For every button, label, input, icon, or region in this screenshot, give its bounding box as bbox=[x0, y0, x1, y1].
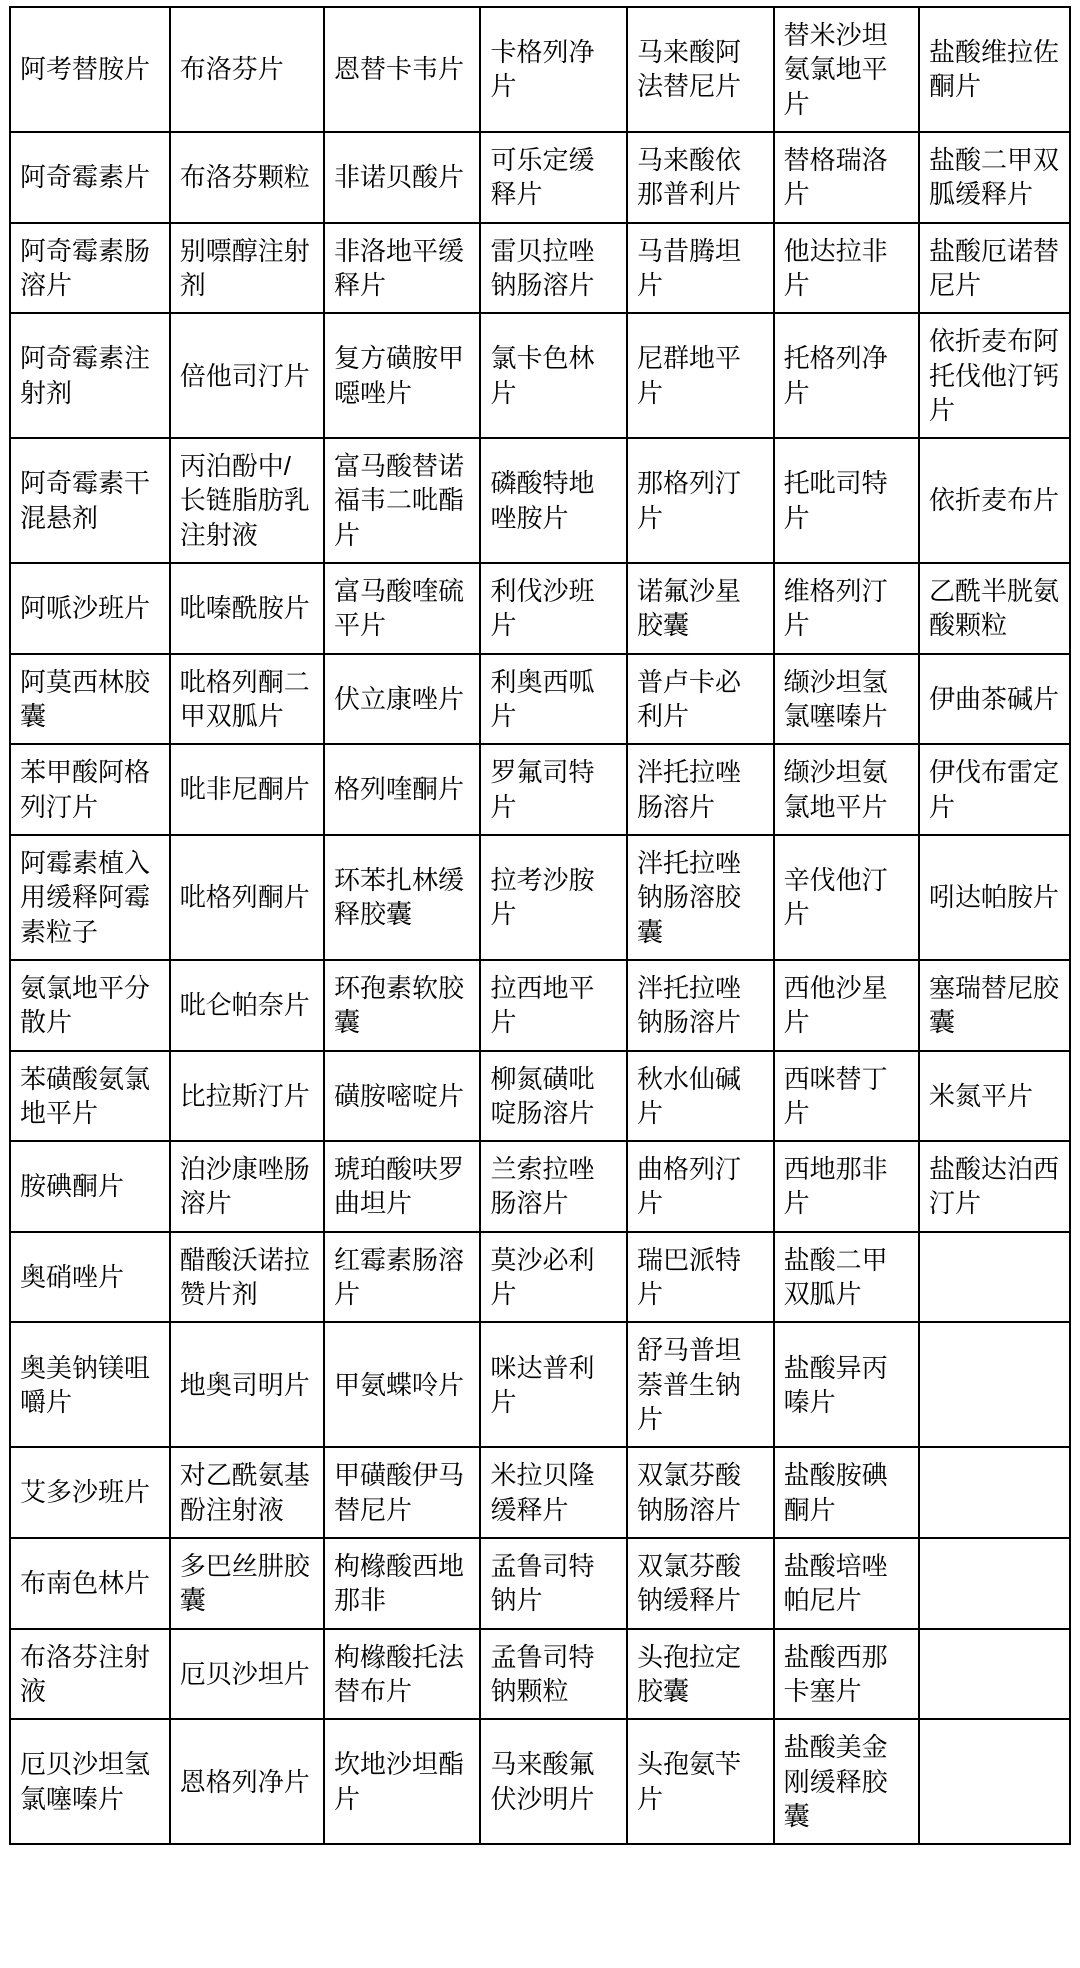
drug-name-cell: 非诺贝酸片 bbox=[324, 132, 480, 223]
drug-name-cell: 泮托拉唑肠溶片 bbox=[627, 744, 774, 835]
drug-name-cell: 奥硝唑片 bbox=[10, 1232, 170, 1323]
drug-name-cell: 非洛地平缓释片 bbox=[324, 223, 480, 314]
drug-name-cell: 卡格列净片 bbox=[480, 7, 627, 132]
drug-name-cell: 莫沙必利片 bbox=[480, 1232, 627, 1323]
drug-name-cell: 恩格列净片 bbox=[170, 1719, 324, 1844]
table-row bbox=[10, 960, 1070, 1051]
table-row bbox=[10, 1232, 1070, 1323]
drug-name-cell: 曲格列汀片 bbox=[627, 1141, 774, 1232]
drug-name-cell: 甲氨蝶呤片 bbox=[324, 1322, 480, 1447]
drug-name-cell: 枸橼酸西地那非 bbox=[324, 1538, 480, 1629]
empty-cell bbox=[919, 1538, 1070, 1629]
drug-name-cell: 盐酸二甲双胍片 bbox=[774, 1232, 919, 1323]
drug-name-cell: 吲达帕胺片 bbox=[919, 835, 1070, 960]
drug-name-cell: 马来酸阿法替尼片 bbox=[627, 7, 774, 132]
drug-name-cell: 吡非尼酮片 bbox=[170, 744, 324, 835]
drug-name-cell: 替格瑞洛片 bbox=[774, 132, 919, 223]
drug-name-cell: 吡仑帕奈片 bbox=[170, 960, 324, 1051]
drug-name-table bbox=[9, 6, 1071, 1845]
table-row bbox=[10, 223, 1070, 314]
drug-name-cell: 地奥司明片 bbox=[170, 1322, 324, 1447]
drug-name-cell: 阿考替胺片 bbox=[10, 7, 170, 132]
drug-name-cell: 兰索拉唑肠溶片 bbox=[480, 1141, 627, 1232]
drug-name-cell: 氯卡色林片 bbox=[480, 313, 627, 438]
drug-name-cell: 可乐定缓释片 bbox=[480, 132, 627, 223]
drug-name-cell: 恩替卡韦片 bbox=[324, 7, 480, 132]
drug-name-cell: 盐酸达泊西汀片 bbox=[919, 1141, 1070, 1232]
drug-name-cell: 盐酸二甲双胍缓释片 bbox=[919, 132, 1070, 223]
drug-name-cell: 雷贝拉唑钠肠溶片 bbox=[480, 223, 627, 314]
table-row bbox=[10, 1719, 1070, 1844]
table-row bbox=[10, 7, 1070, 132]
drug-name-cell: 别嘌醇注射剂 bbox=[170, 223, 324, 314]
drug-name-cell: 利奥西呱片 bbox=[480, 654, 627, 745]
drug-name-cell: 吡格列酮二甲双胍片 bbox=[170, 654, 324, 745]
drug-name-cell: 柳氮磺吡啶肠溶片 bbox=[480, 1051, 627, 1142]
table-row bbox=[10, 313, 1070, 438]
drug-name-cell: 盐酸西那卡塞片 bbox=[774, 1629, 919, 1720]
drug-name-cell: 厄贝沙坦片 bbox=[170, 1629, 324, 1720]
drug-name-cell: 孟鲁司特钠片 bbox=[480, 1538, 627, 1629]
drug-name-cell: 吡格列酮片 bbox=[170, 835, 324, 960]
table-row bbox=[10, 563, 1070, 654]
drug-name-cell: 塞瑞替尼胶囊 bbox=[919, 960, 1070, 1051]
drug-name-cell: 甲磺酸伊马替尼片 bbox=[324, 1447, 480, 1538]
drug-name-cell: 依折麦布片 bbox=[919, 438, 1070, 563]
drug-name-cell: 阿莫西林胶囊 bbox=[10, 654, 170, 745]
drug-name-cell: 盐酸维拉佐酮片 bbox=[919, 7, 1070, 132]
drug-name-cell: 阿奇霉素肠溶片 bbox=[10, 223, 170, 314]
drug-name-cell: 红霉素肠溶片 bbox=[324, 1232, 480, 1323]
drug-name-cell: 乙酰半胱氨酸颗粒 bbox=[919, 563, 1070, 654]
drug-name-cell: 多巴丝肼胶囊 bbox=[170, 1538, 324, 1629]
drug-name-cell: 对乙酰氨基酚注射液 bbox=[170, 1447, 324, 1538]
drug-name-cell: 利伐沙班片 bbox=[480, 563, 627, 654]
drug-name-cell: 舒马普坦萘普生钠片 bbox=[627, 1322, 774, 1447]
empty-cell bbox=[919, 1232, 1070, 1323]
drug-name-cell: 格列喹酮片 bbox=[324, 744, 480, 835]
drug-name-cell: 缬沙坦氢氯噻嗪片 bbox=[774, 654, 919, 745]
drug-name-cell: 拉西地平片 bbox=[480, 960, 627, 1051]
drug-name-cell: 布南色林片 bbox=[10, 1538, 170, 1629]
drug-name-cell: 泊沙康唑肠溶片 bbox=[170, 1141, 324, 1232]
drug-name-cell: 头孢拉定胶囊 bbox=[627, 1629, 774, 1720]
drug-name-cell: 阿哌沙班片 bbox=[10, 563, 170, 654]
drug-name-cell: 磷酸特地唑胺片 bbox=[480, 438, 627, 563]
drug-name-cell: 孟鲁司特钠颗粒 bbox=[480, 1629, 627, 1720]
drug-name-cell: 吡嗪酰胺片 bbox=[170, 563, 324, 654]
drug-name-cell: 奥美钠镁咀嚼片 bbox=[10, 1322, 170, 1447]
drug-name-cell: 头孢氨苄片 bbox=[627, 1719, 774, 1844]
drug-name-cell: 依折麦布阿托伐他汀钙片 bbox=[919, 313, 1070, 438]
empty-cell bbox=[919, 1629, 1070, 1720]
drug-name-cell: 盐酸美金刚缓释胶囊 bbox=[774, 1719, 919, 1844]
drug-name-cell: 托格列净片 bbox=[774, 313, 919, 438]
drug-name-cell: 阿奇霉素干混悬剂 bbox=[10, 438, 170, 563]
drug-name-cell: 咪达普利片 bbox=[480, 1322, 627, 1447]
table-row bbox=[10, 1538, 1070, 1629]
drug-name-cell: 氨氯地平分散片 bbox=[10, 960, 170, 1051]
drug-name-cell: 伊伐布雷定片 bbox=[919, 744, 1070, 835]
drug-name-cell: 他达拉非片 bbox=[774, 223, 919, 314]
empty-cell bbox=[919, 1447, 1070, 1538]
drug-name-cell: 盐酸胺碘酮片 bbox=[774, 1447, 919, 1538]
drug-name-cell: 马来酸氟伏沙明片 bbox=[480, 1719, 627, 1844]
drug-name-cell: 琥珀酸呋罗曲坦片 bbox=[324, 1141, 480, 1232]
drug-name-cell: 拉考沙胺片 bbox=[480, 835, 627, 960]
drug-name-cell: 苯甲酸阿格列汀片 bbox=[10, 744, 170, 835]
drug-name-cell: 布洛芬片 bbox=[170, 7, 324, 132]
drug-name-cell: 替米沙坦氨氯地平片 bbox=[774, 7, 919, 132]
drug-name-cell: 泮托拉唑钠肠溶片 bbox=[627, 960, 774, 1051]
drug-name-cell: 维格列汀片 bbox=[774, 563, 919, 654]
drug-name-cell: 双氯芬酸钠缓释片 bbox=[627, 1538, 774, 1629]
drug-name-cell: 坎地沙坦酯片 bbox=[324, 1719, 480, 1844]
drug-name-cell: 盐酸异丙嗪片 bbox=[774, 1322, 919, 1447]
drug-name-cell: 罗氟司特片 bbox=[480, 744, 627, 835]
drug-name-cell: 阿霉素植入用缓释阿霉素粒子 bbox=[10, 835, 170, 960]
drug-name-cell: 厄贝沙坦氢氯噻嗪片 bbox=[10, 1719, 170, 1844]
drug-name-cell: 醋酸沃诺拉赞片剂 bbox=[170, 1232, 324, 1323]
drug-name-cell: 环孢素软胶囊 bbox=[324, 960, 480, 1051]
drug-name-cell: 普卢卡必利片 bbox=[627, 654, 774, 745]
table-row bbox=[10, 1141, 1070, 1232]
drug-name-cell: 布洛芬注射液 bbox=[10, 1629, 170, 1720]
drug-name-cell: 马来酸依那普利片 bbox=[627, 132, 774, 223]
drug-name-cell: 布洛芬颗粒 bbox=[170, 132, 324, 223]
table-row bbox=[10, 654, 1070, 745]
drug-name-cell: 西咪替丁片 bbox=[774, 1051, 919, 1142]
drug-name-cell: 诺氟沙星胶囊 bbox=[627, 563, 774, 654]
drug-name-cell: 米氮平片 bbox=[919, 1051, 1070, 1142]
drug-name-cell: 磺胺嘧啶片 bbox=[324, 1051, 480, 1142]
table-row bbox=[10, 1322, 1070, 1447]
drug-name-cell: 西地那非片 bbox=[774, 1141, 919, 1232]
drug-name-cell: 伏立康唑片 bbox=[324, 654, 480, 745]
drug-name-cell: 瑞巴派特片 bbox=[627, 1232, 774, 1323]
drug-name-cell: 环苯扎林缓释胶囊 bbox=[324, 835, 480, 960]
drug-name-cell: 辛伐他汀片 bbox=[774, 835, 919, 960]
drug-name-cell: 苯磺酸氨氯地平片 bbox=[10, 1051, 170, 1142]
drug-name-cell: 伊曲茶碱片 bbox=[919, 654, 1070, 745]
drug-name-cell: 那格列汀片 bbox=[627, 438, 774, 563]
drug-name-cell: 米拉贝隆缓释片 bbox=[480, 1447, 627, 1538]
table-row bbox=[10, 744, 1070, 835]
table-row bbox=[10, 438, 1070, 563]
drug-name-cell: 盐酸厄诺替尼片 bbox=[919, 223, 1070, 314]
empty-cell bbox=[919, 1719, 1070, 1844]
table-row bbox=[10, 1629, 1070, 1720]
drug-name-cell: 富马酸替诺福韦二吡酯片 bbox=[324, 438, 480, 563]
table-row bbox=[10, 1447, 1070, 1538]
drug-name-cell: 双氯芬酸钠肠溶片 bbox=[627, 1447, 774, 1538]
drug-name-cell: 丙泊酚中/长链脂肪乳注射液 bbox=[170, 438, 324, 563]
drug-name-cell: 富马酸喹硫平片 bbox=[324, 563, 480, 654]
drug-name-cell: 枸橼酸托法替布片 bbox=[324, 1629, 480, 1720]
drug-name-cell: 艾多沙班片 bbox=[10, 1447, 170, 1538]
drug-name-cell: 盐酸培唑帕尼片 bbox=[774, 1538, 919, 1629]
drug-name-cell: 泮托拉唑钠肠溶胶囊 bbox=[627, 835, 774, 960]
drug-name-cell: 倍他司汀片 bbox=[170, 313, 324, 438]
drug-name-cell: 胺碘酮片 bbox=[10, 1141, 170, 1232]
empty-cell bbox=[919, 1322, 1070, 1447]
drug-name-cell: 马昔腾坦片 bbox=[627, 223, 774, 314]
drug-name-cell: 秋水仙碱片 bbox=[627, 1051, 774, 1142]
drug-name-cell: 西他沙星片 bbox=[774, 960, 919, 1051]
drug-name-cell: 托吡司特片 bbox=[774, 438, 919, 563]
table-row bbox=[10, 1051, 1070, 1142]
drug-name-cell: 比拉斯汀片 bbox=[170, 1051, 324, 1142]
drug-name-cell: 阿奇霉素注射剂 bbox=[10, 313, 170, 438]
table-row bbox=[10, 835, 1070, 960]
table-body bbox=[10, 7, 1070, 1844]
table-row bbox=[10, 132, 1070, 223]
drug-name-cell: 尼群地平片 bbox=[627, 313, 774, 438]
drug-name-cell: 缬沙坦氨氯地平片 bbox=[774, 744, 919, 835]
drug-name-cell: 阿奇霉素片 bbox=[10, 132, 170, 223]
drug-name-cell: 复方磺胺甲噁唑片 bbox=[324, 313, 480, 438]
